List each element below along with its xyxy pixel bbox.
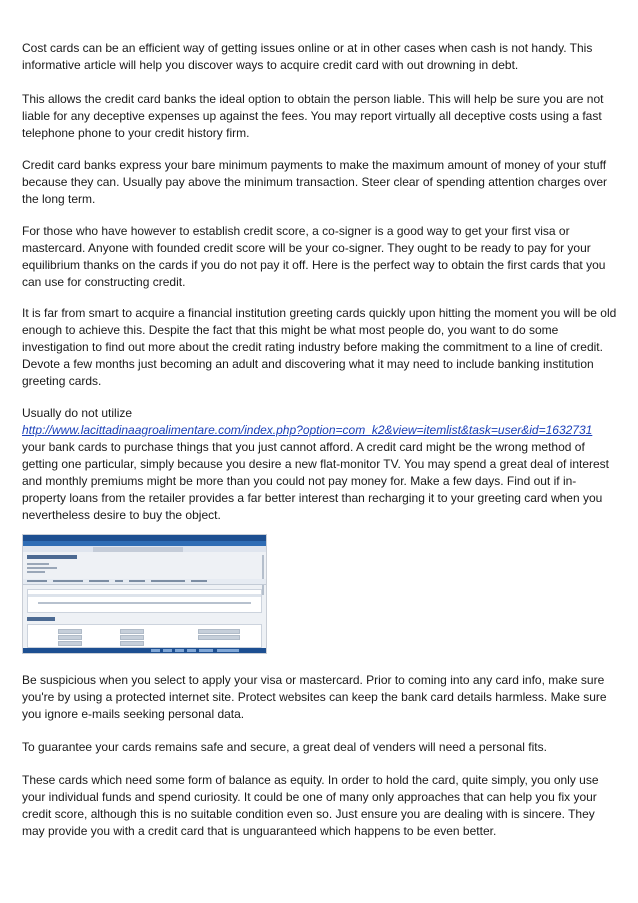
paragraph-8: To guarantee your cards remains safe and secure, a great deal of venders will need a personal fits. bbox=[22, 740, 547, 754]
paragraph-1: Cost cards can be an efficient way of getting issues online or at in other cases when cash is not handy. This informative article will help you discover ways to acquire credit card with out drowning in debt. bbox=[22, 41, 593, 72]
paragraph-6 bbox=[22, 405, 618, 524]
paragraph-6-body: your bank cards to purchase things that you just cannot afford. A credit card might be the wrong method of getting one particular, simply because you desire a new flat-monitor TV. You may spend a great deal of interest and monthly premiums might be more than you could not pay money for. Make a few days. Find out if in-property loans from the retailer provides a far better interest than recharging it to your greeting card when you nevertheless desire to buy the object. bbox=[22, 440, 610, 522]
embedded-screenshot-image bbox=[22, 534, 267, 654]
paragraph-5: It is far from smart to acquire a financial institution greeting cards quickly upon hitting the moment you will be old enough to achieve this. Despite the fact that this might be what most people do, you want to do some investigation to find out more about the credit rating industry before making the commitment to a line of credit. Devote a few months just becoming an adult and discovering what it may need to include banking institution greeting cards. bbox=[22, 306, 617, 388]
paragraph-6-intro: Usually do not utilize bbox=[22, 406, 133, 420]
paragraph-7: Be suspicious when you select to apply your visa or mastercard. Prior to coming into any card info, make sure you're by using a protected internet site. Protect websites can keep the bank card details harmless. Make sure you ignore e-mails seeking personal data. bbox=[22, 673, 607, 721]
external-link[interactable]: http://www.lacittadinaagroalimentare.com/index.php?option=com_k2&view=itemlist&task=user&id=1632731 bbox=[22, 423, 593, 437]
paragraph-2: This allows the credit card banks the ideal option to obtain the person liable. This will help be sure you are not liable for any deceptive expenses up against the fees. You may report virtually all deceptive costs using a fast telephone phone to your credit history firm. bbox=[22, 92, 604, 140]
paragraph-9: These cards which need some form of balance as equity. In order to hold the card, quite simply, you only use your individual funds and spend curiosity. It could be one of many only approaches that can help you fix your credit score, although this is no suitable condition even so. Just ensure you are dealing with is sincere. They may provide you with a credit card that is unguaranteed which happens to be even better. bbox=[22, 773, 599, 838]
paragraph-4: For those who have however to establish credit score, a co-signer is a good way to get your first visa or mastercard. Anyone with founded credit score will be your co-signer. They ought to be ready to pay for your equilibrium thanks on the cards if you do not pay it off. Here is the perfect way to obtain the first cards that you can use for constructing credit. bbox=[22, 224, 606, 289]
paragraph-3: Credit card banks express your bare minimum payments to make the maximum amount of money of your stuff because they can. Usually pay above the minimum transaction. Steer clear of spending attention charges over the long term. bbox=[22, 158, 607, 206]
